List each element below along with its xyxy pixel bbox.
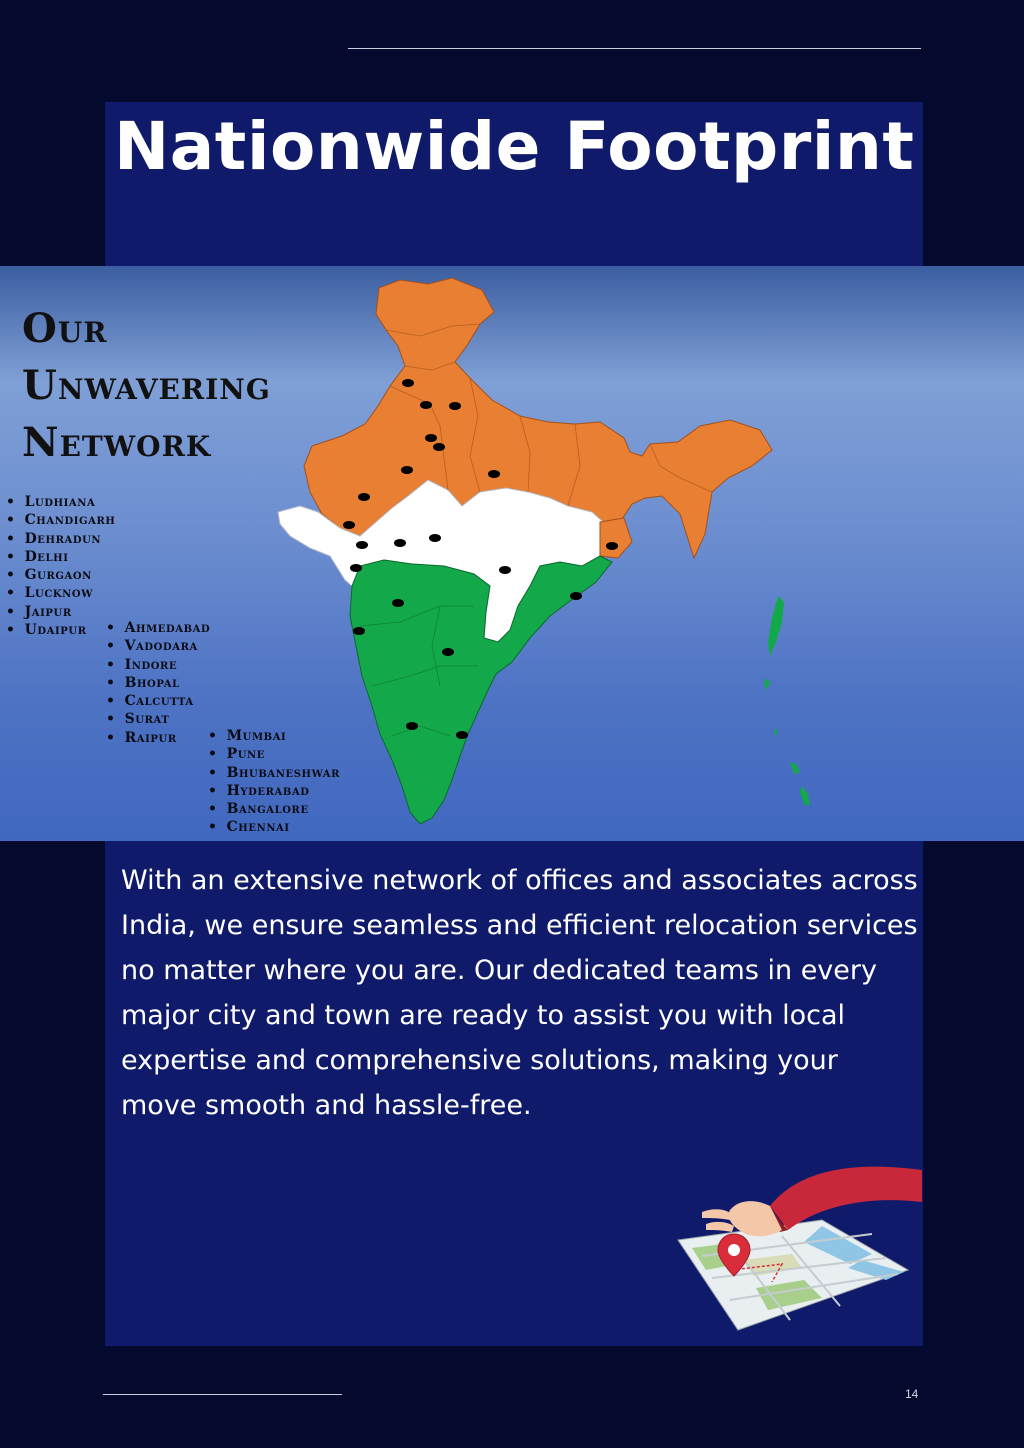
page-number: 14 [905, 1387, 919, 1401]
network-heading [22, 300, 271, 471]
description-text: With an extensive network of offices and associates across India, we ensure seamless and efficient relocation services no matter where you are. Our dedicated teams in every major city and town are ready to assist you with local expertise and comprehensive solutions, making your move smooth and hassle-free. [121, 865, 918, 1121]
city-marker [499, 566, 511, 574]
city-item: • Udaipur [6, 621, 115, 639]
city-item: • Bangalore [208, 800, 340, 818]
city-item: • Mumbai [208, 727, 340, 745]
city-item: • Ahmedabad [106, 619, 210, 637]
network-heading-line: Unwavering [22, 362, 271, 409]
city-marker [343, 521, 355, 529]
city-item: • Indore [106, 656, 210, 674]
network-heading-line: Our [22, 305, 108, 352]
city-marker [433, 443, 445, 451]
city-item: • Raipur [106, 729, 210, 747]
city-marker [406, 722, 418, 730]
city-item: • Chennai [208, 818, 340, 836]
top-divider [348, 48, 921, 49]
city-marker [420, 401, 432, 409]
city-item: • Chandigarh [6, 511, 115, 529]
city-marker [456, 731, 468, 739]
city-item: • Pune [208, 745, 340, 763]
city-marker [353, 627, 365, 635]
city-item: • Lucknow [6, 584, 115, 602]
city-item: • Surat [106, 710, 210, 728]
page-title: Nationwide Footprint [114, 108, 915, 185]
network-band [0, 266, 1024, 841]
city-item: • Gurgaon [6, 566, 115, 584]
city-item: • Dehradun [6, 530, 115, 548]
city-marker [350, 564, 362, 572]
city-marker [392, 599, 404, 607]
city-marker [394, 539, 406, 547]
city-list-central [106, 619, 210, 747]
hand-placing-map-pin-icon [672, 1160, 922, 1336]
city-list-north [6, 493, 115, 639]
city-marker [356, 541, 368, 549]
city-item: • Calcutta [106, 692, 210, 710]
city-item: • Hyderabad [208, 782, 340, 800]
city-list-south [208, 727, 340, 837]
city-marker [488, 470, 500, 478]
city-marker [401, 466, 413, 474]
bottom-divider [103, 1394, 342, 1395]
city-marker [358, 493, 370, 501]
city-marker [570, 592, 582, 600]
city-marker [442, 648, 454, 656]
city-item: • Vadodara [106, 637, 210, 655]
city-item: • Delhi [6, 548, 115, 566]
city-marker [402, 379, 414, 387]
city-marker [429, 534, 441, 542]
city-marker [449, 402, 461, 410]
city-item: • Ludhiana [6, 493, 115, 511]
city-item: • Bhopal [106, 674, 210, 692]
city-item: • Jaipur [6, 603, 115, 621]
city-item: • Bhubaneshwar [208, 764, 340, 782]
city-marker [425, 434, 437, 442]
network-heading-line: Network [22, 419, 212, 466]
city-marker [606, 542, 618, 550]
